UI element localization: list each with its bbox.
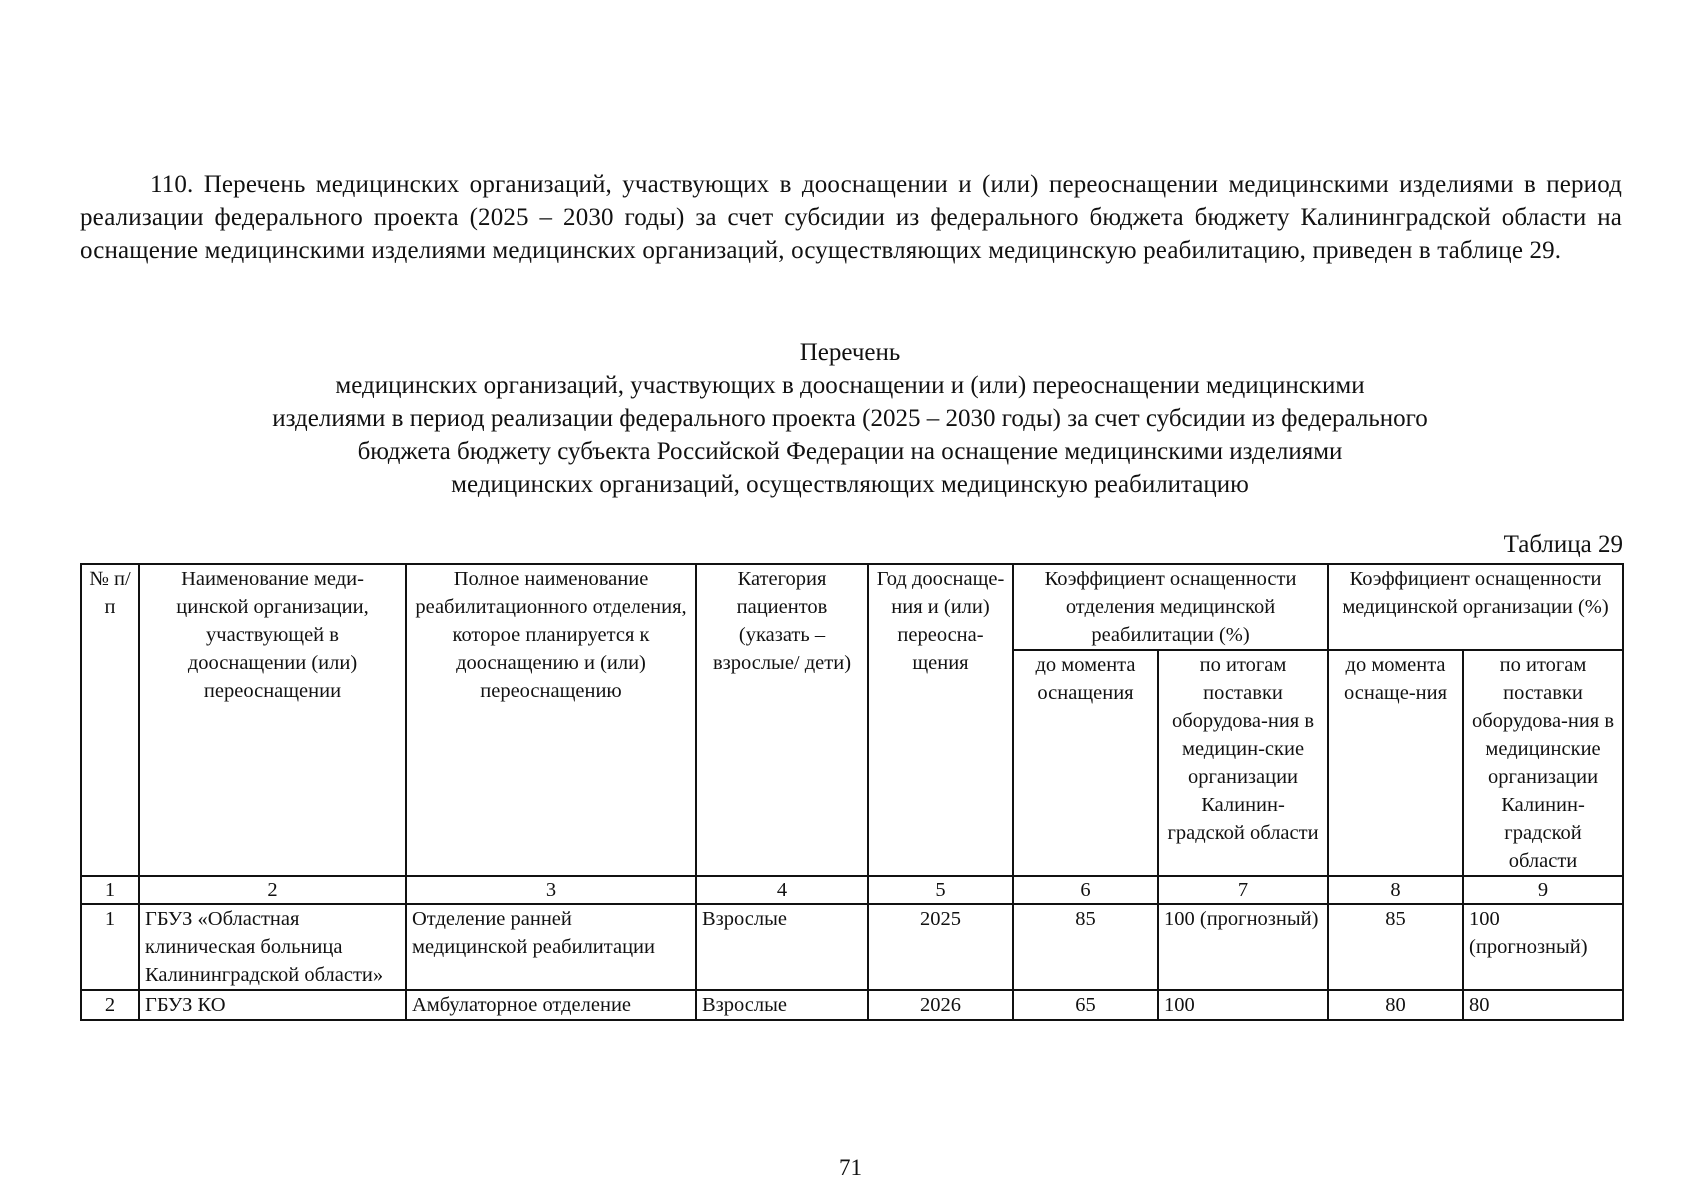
column-number: 3 xyxy=(406,876,696,904)
row-dept-before: 65 xyxy=(1013,990,1158,1020)
row-dept-before: 85 xyxy=(1013,904,1158,990)
table-title-line: Перечень xyxy=(799,339,901,366)
table-title-line: медицинских организаций, осуществляющих медицинскую реабилитацию xyxy=(451,471,1249,498)
row-num: 2 xyxy=(81,990,139,1020)
column-number-row xyxy=(81,876,1623,904)
row-category: Взрослые xyxy=(696,904,868,990)
page-number: 71 xyxy=(839,1155,862,1180)
equipment-table xyxy=(80,563,1624,1021)
column-number: 2 xyxy=(139,876,406,904)
table-title-line: бюджета бюджету субъекта Российской Федерации на оснащение медицинскими изделиями xyxy=(357,438,1343,465)
row-year: 2026 xyxy=(868,990,1013,1020)
row-dept-after: 100 (прогнозный) xyxy=(1158,904,1328,990)
column-number: 9 xyxy=(1463,876,1623,904)
row-dept: Амбулаторное отделение xyxy=(406,990,696,1020)
header-category: Категория пациентов (указать – взрослые/ дети) xyxy=(696,564,868,876)
header-row xyxy=(81,564,1623,650)
header-org: Наименование меди-цинской организации, участвующей в дооснащении (или) переоснащении xyxy=(139,564,406,876)
header-dept-before: до момента оснащения xyxy=(1013,650,1158,876)
table-title-line: медицинских организаций, участвующих в дооснащении и (или) переоснащении медицинскими xyxy=(335,372,1365,399)
column-number: 5 xyxy=(868,876,1013,904)
row-num: 1 xyxy=(81,904,139,990)
column-number: 4 xyxy=(696,876,868,904)
table-label: Таблица 29 xyxy=(1503,531,1623,558)
header-coef-dept: Коэффициент оснащенности отделения медицинской реабилитации (%) xyxy=(1013,564,1328,650)
row-org-before: 85 xyxy=(1328,904,1463,990)
row-dept-after: 100 xyxy=(1158,990,1328,1020)
header-org-before: до момента оснаще-ния xyxy=(1328,650,1463,876)
row-org: ГБУЗ КО xyxy=(139,990,406,1020)
column-number: 1 xyxy=(81,876,139,904)
intro-paragraph: 110. Перечень медицинских организаций, участвующих в дооснащении и (или) переоснащении медицинскими изделиями в период реализации федерального проекта (2025 – 2030 годы) за счет субсидии из федерального бюджета бюджету Калининградской области на оснащение медицинскими изделиями медицинских организаций, осуществляющих медицинскую реабилитацию, приведен в таблице 29. xyxy=(80,171,1622,264)
row-org-after: 80 xyxy=(1463,990,1623,1020)
header-num: № п/п xyxy=(81,564,139,876)
row-year: 2025 xyxy=(868,904,1013,990)
row-dept: Отделение ранней медицинской реабилитации xyxy=(406,904,696,990)
row-category: Взрослые xyxy=(696,990,868,1020)
table-title-line: изделиями в период реализации федерального проекта (2025 – 2030 годы) за счет субсидии из федерального xyxy=(272,405,1428,432)
table-row xyxy=(81,904,1623,990)
table-title xyxy=(180,336,1520,501)
column-number: 6 xyxy=(1013,876,1158,904)
row-org: ГБУЗ «Областная клиническая больница Калининградской области» xyxy=(139,904,406,990)
header-dept: Полное наименование реабилитационного отделения, которое планируется к дооснащению и (или) переоснащению xyxy=(406,564,696,876)
row-org-before: 80 xyxy=(1328,990,1463,1020)
row-org-after: 100 (прогнозный) xyxy=(1463,904,1623,990)
header-org-after: по итогам поставки оборудова-ния в медицинские организации Калинин-градской области xyxy=(1463,650,1623,876)
header-coef-org: Коэффициент оснащенности медицинской организации (%) xyxy=(1328,564,1623,650)
table-row xyxy=(81,990,1623,1020)
column-number: 8 xyxy=(1328,876,1463,904)
header-year: Год дооснаще-ния и (или) переосна-щения xyxy=(868,564,1013,876)
header-dept-after: по итогам поставки оборудова-ния в медицин-ские организации Калинин-градской области xyxy=(1158,650,1328,876)
column-number: 7 xyxy=(1158,876,1328,904)
